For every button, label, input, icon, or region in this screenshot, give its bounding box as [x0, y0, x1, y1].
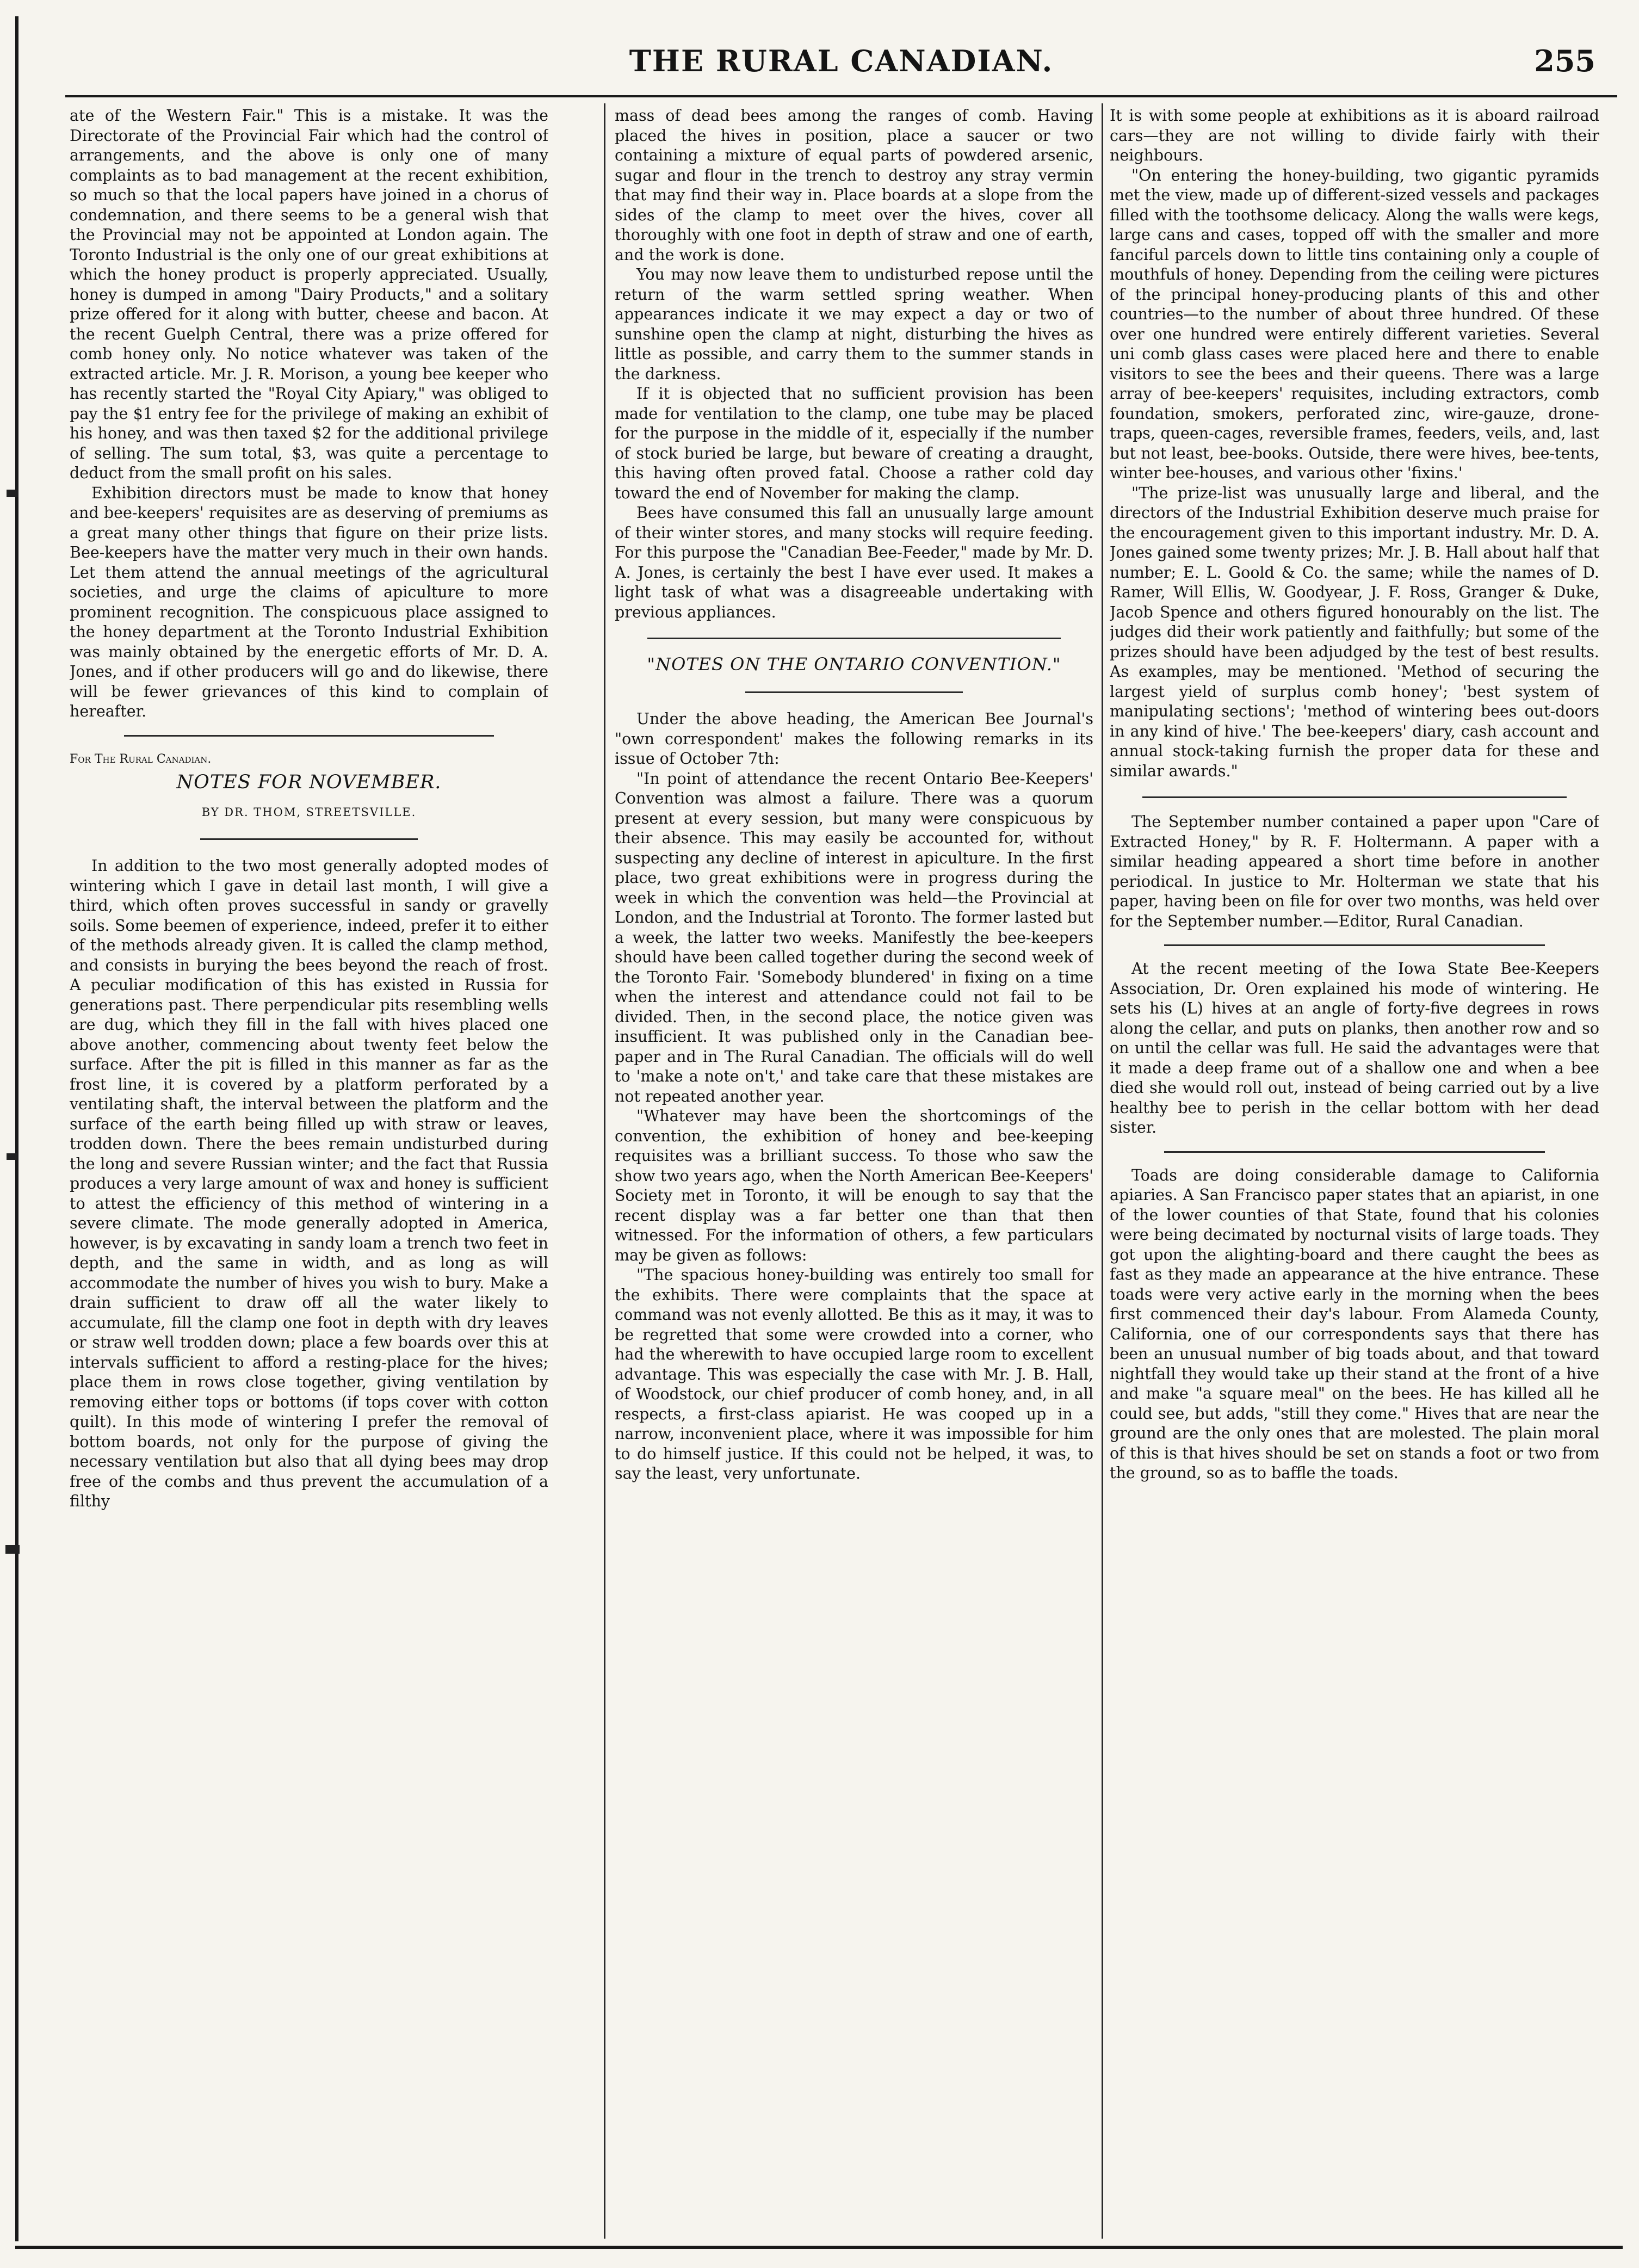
scan-mark — [7, 490, 18, 497]
column-1 — [70, 106, 548, 2228]
article-title: "NOTES ON THE ONTARIO CONVENTION." — [647, 654, 1061, 675]
page-number: 255 — [1534, 44, 1595, 78]
section-divider — [1164, 944, 1545, 946]
scan-mark — [7, 1153, 17, 1160]
paragraph: "The prize-list was unusually large and liberal, and the directors of the Industrial Exhibition deserve much praise for the encouragement given to this important industry. Mr. D. A. Jones gained some twenty prizes; Mr. J. B. Hall about half that number; E. L. Goold & Co. the same; while the names of D. Ramer, Will Ellis, W. Goodyear, J. F. Ross, Granger & Duke, Jacob Spence and others figured honourably on the list. The judges did their work patiently and faithfully; but some of the prizes should have been adjudged by the test of best results. As examples, may be mentioned. 'Method of securing the largest yield of surplus comb honey'; 'best system of manipulating sections'; 'method of wintering bees out-doors in any kind of hive.' The bee-keepers' diary, cash account and annual stock-taking furnish the proper data for these and similar awards." — [1110, 484, 1599, 780]
newspaper-title: THE RURAL CANADIAN. — [629, 44, 1054, 78]
page-left-border — [15, 16, 18, 2241]
byline-divider — [200, 838, 418, 840]
paragraph: You may now leave them to undisturbed repose until the return of the warm settled spring weather. When appearances indicate it we may expect a day or two of sunshine open the clamp at night, disturbing the hives as little as possible, and carry them to the summer stands in the darkness. — [615, 265, 1093, 383]
paragraph: In addition to the two most generally adopted modes of wintering which I gave in detail last month, I will give a third, which often proves successful in sandy or gravelly soils. Some beemen of experience, indeed, prefer it to either of the methods already given. It is called the clamp method, and consists in burying the bees beyond the reach of frost. A peculiar modification of this has existed in Russia for generations past. There perpendicular pits resembling wells are dug, which they fill in the fall with hives placed one above another, commencing about twenty feet below the surface. After the pit is filled in this manner as far as the frost line, it is covered by a platform perforated by a ventilating shaft, the interval between the platform and the surface of the earth being filled up with straw or leaves, trodden down. There the bees remain undisturbed during the long and severe Russian winter; and the fact that Russia produces a very large amount of wax and honey is sufficient to attest the efficiency of this method of wintering in a severe climate. The mode generally adopted in America, however, is by excavating in sandy loam a trench two feet in depth, and the same in width, and as long as will accommodate the number of hives you wish to bury. Make a drain sufficient to draw off all the water likely to accumulate, fill the clamp one foot in depth with dry leaves or straw well trodden down; place a few boards over this at intervals sufficient to afford a resting-place for the hives; place them in rows close together, giving ventilation by removing either tops or bottoms (if tops cover with cotton quilt). In this mode of wintering I prefer the removal of bottom boards, not only for the purpose of giving the necessary ventilation but also that all dying bees may drop free of the combs and thus prevent the accumulation of a filthy — [70, 857, 548, 1510]
paragraph: At the recent meeting of the Iowa State Bee-Keepers Association, Dr. Oren explained his mode of wintering. He sets his (L) hives at an angle of forty-five degrees in rows along the cellar, and puts on planks, then another row and so on until the cellar was full. He said the advantages were that it made a deep frame out of a shallow one and when a bee died she would roll out, instead of being carried out by a live healthy bee to perish in the cellar bottom with her dead sister. — [1110, 960, 1599, 1136]
section-divider — [1164, 1151, 1545, 1153]
section-divider — [647, 638, 1061, 639]
column-divider — [1102, 103, 1103, 2239]
article-byline: BY DR. THOM, STREETSVILLE. — [201, 805, 417, 819]
paragraph: "On entering the honey-building, two gigantic pyramids met the view, made up of different-sized vessels and packages filled with the toothsome delicacy. Along the walls were kegs, large cans and cases, topped off with the smaller and more fanciful parcels down to little tins containing only a couple of mouthfuls of honey. Depending from the ceiling were pictures of the principal honey-producing plants of this and other countries—to the number of about three hundred. Of these over one hundred were entirely different varieties. Several uni comb glass cases were placed here and there to enable visitors to see the bees and their queens. There was a large array of bee-keepers' requisites, including extractors, comb foundation, smokers, perforated zinc, wire-gauze, drone-traps, queen-cages, reversible frames, feeders, veils, and, last but not least, bee-books. Outside, there were hives, bee-tents, winter bee-houses, and various other 'fixins.' — [1110, 166, 1599, 482]
paragraph: Bees have consumed this fall an unusually large amount of their winter stores, and many stocks will require feeding. For this purpose the "Canadian Bee-Feeder," made by Mr. D. A. Jones, is certainly the best I have ever used. It makes a light task of what was a disagreeable undertaking with previous appliances. — [615, 504, 1093, 621]
section-divider — [1142, 796, 1567, 798]
column-divider — [604, 103, 605, 2239]
paragraph: If it is objected that no sufficient provision has been made for ventilation to the clamp, one tube may be placed for the purpose in the middle of it, especially if the number of stock buried be large, but beware of creating a draught, this having often proved fatal. Choose a rather cold day toward the end of November for making the clamp. — [615, 385, 1093, 502]
scan-mark — [5, 1545, 20, 1554]
paragraph: mass of dead bees among the ranges of comb. Having placed the hives in position, place a saucer or two containing a mixture of equal parts of powdered arsenic, sugar and flour in the trench to destroy any stray vermin that may find their way in. Place boards at a slope from the sides of the clamp to meet over the hives, cover all thoroughly with one foot in depth of straw and one of earth, and the work is done. — [615, 107, 1093, 264]
header-rule — [65, 95, 1617, 97]
page-bottom-border — [15, 2246, 1623, 2249]
page-header — [65, 33, 1617, 92]
paragraph: "In point of attendance the recent Ontario Bee-Keepers' Convention was almost a failure. There was a quorum present at every session, but many were conspicuous by their absence. This may easily be accounted for, without suspecting any decline of interest in apiculture. In the first place, two great exhibitions were in progress during the week in which the convention was held—the Provincial at London, and the Industrial at Toronto. The former lasted but a week, the latter two weeks. Manifestly the bee-keepers should have been called together during the second week of the Toronto Fair. 'Somebody blundered' in fixing on a time when the interest and attendance could not fail to be divided. Then, in the second place, the notice given was insufficient. It was published only in the Canadian bee-paper and in The Rural Canadian. The officials will do well to 'make a note on't,' and take care that these mistakes are not repeated another year. — [615, 769, 1093, 1105]
column-3 — [1110, 106, 1599, 2228]
paragraph: Toads are doing considerable damage to California apiaries. A San Francisco paper states that an apiarist, in one of the lower counties of that State, found that his colonies were being decimated by nocturnal visits of large toads. They got upon the alighting-board and there caught the bees as fast as they made an appearance at the hive entrance. These toads were very active early in the morning when the bees first commenced their day's labour. From Alameda County, California, one of our correspondents says that there has been an unusual number of big toads about, and that toward nightfall they would take up their stand at the front of a hive and make "a square meal" on the bees. He has killed all he could see, but adds, "still they come." Hives that are near the ground are the only ones that are molested. The plain moral of this is that hives should be set on stands a foot or two from the ground, so as to baffle the toads. — [1110, 1166, 1599, 1482]
column-2 — [615, 106, 1093, 2228]
section-divider — [124, 735, 494, 737]
paragraph: Exhibition directors must be made to know that honey and bee-keepers' requisites are as deserving of premiums as a great many other things that figure on their prize lists. Bee-keepers have the matter very much in their own hands. Let them attend the annual meetings of the agricultural societies, and urge the claims of apiculture to more prominent recognition. The conspicuous place assigned to the honey department at the Toronto Industrial Exhibition was mainly obtained by the energetic efforts of Mr. D. A. Jones, and if other producers will go and do likewise, there will be fewer grievances of this kind to complain of hereafter. — [70, 484, 548, 720]
title-divider — [745, 691, 963, 693]
paragraph: It is with some people at exhibitions as it is aboard railroad cars—they are not willing to divide fairly with their neighbours. — [1110, 107, 1599, 164]
paragraph: The September number contained a paper upon "Care of Extracted Honey," by R. F. Holtermann. A paper with a similar heading appeared a short time before in another periodical. In justice to Mr. Holterman we state that his paper, having been on file for over two months, was held over for the September number.—Editor, Rural Canadian. — [1110, 813, 1599, 930]
article-title: NOTES FOR NOVEMBER. — [176, 771, 442, 793]
paragraph: ate of the Western Fair." This is a mistake. It was the Directorate of the Provincial Fair which had the control of arrangements, and the above is only one of many complaints as to bad management at the recent exhibition, so much so that the local papers have joined in a chorus of condemnation, and there seems to be a general wish that the Provincial may not be appointed at London again. The Toronto Industrial is the only one of our great exhibitions at which the honey product is properly appreciated. Usually, honey is dumped in among "Dairy Products," and a solitary prize offered for it along with butter, cheese and bacon. At the recent Guelph Central, there was a prize offered for comb honey only. No notice whatever was taken of the extracted article. Mr. J. R. Morison, a young bee keeper who has recently started the "Royal City Apiary," was obliged to pay the $1 entry fee for the privilege of making an exhibit of his honey, and was then taxed $2 for the additional privilege of selling. The sum total, $3, was quite a percentage to deduct from the small profit on his sales. — [70, 107, 548, 482]
paragraph: Under the above heading, the American Bee Journal's "own correspondent' makes the following remarks in its issue of October 7th: — [615, 710, 1093, 768]
paragraph: "The spacious honey-building was entirely too small for the exhibits. There were complaints that the space at command was not evenly allotted. Be this as it may, it was to be regretted that some were crowded into a corner, who had the wherewith to have occupied large room to excellent advantage. This was especially the case with Mr. J. B. Hall, of Woodstock, our chief producer of comb honey, and, in all respects, a first-class apiarist. He was cooped up in a narrow, inconvenient place, where it was impossible for him to do himself justice. If this could not be helped, it was, to say the least, very unfortunate. — [615, 1266, 1093, 1482]
article-credit: For The Rural Canadian. — [70, 752, 212, 766]
paragraph: "Whatever may have been the shortcomings of the convention, the exhibition of honey and bee-keeping requisites was a brilliant success. To those who saw the show two years ago, when the North American Bee-Keepers' Society met in Toronto, it will be enough to say that the recent display was a far better one than that then witnessed. For the information of others, a few particulars may be given as follows: — [615, 1107, 1093, 1264]
